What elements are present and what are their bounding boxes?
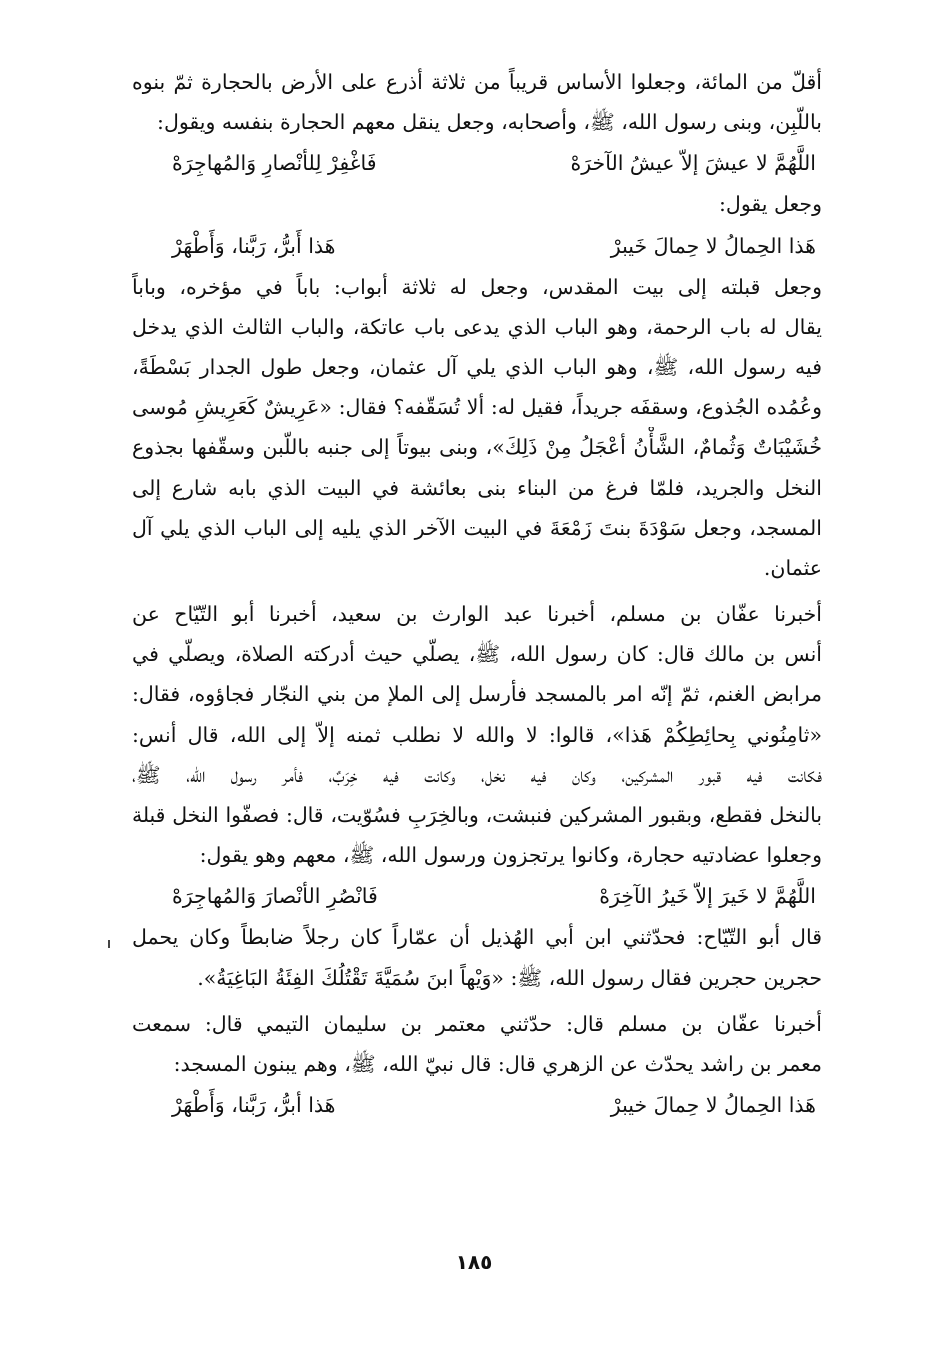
paragraph [132, 62, 822, 142]
verse-first-hemistich: اللَّهُمَّ لا خَيرَ إلاّ خَيرُ الآخِرَهْ [599, 884, 816, 909]
verse-first-hemistich: هَذا الحِمالُ لا حِمالَ خيبرْ [610, 1093, 816, 1118]
text-line: قال أبو التّيّاح: فحدّثني ابن أبي الهُذيل أن عمّاراً كان رجلاً ضابطاً وكان يحمل [132, 925, 822, 950]
verse-first-hemistich: اللَّهُمَّ لا عيشَ إلاّ عيشُ الآخرَهْ [570, 151, 816, 176]
text-line: أخبرنا عفّان بن مسلم، أخبرنا عبد الوارث بن سعيد، أخبرنا أبو التّيّاح عن [132, 602, 822, 627]
text-line: أنس بن مالك قال: كان رسول الله، ﷺ، يصلّي حيث أدركته الصلاة، ويصلّي في [132, 642, 822, 667]
text-line: وجعل يقول: [719, 192, 822, 217]
text-line: حجرين حجرين فقال رسول الله، ﷺ: «وَيْهاً ابنَ سُمَيَّةَ تَقْتُلُكَ الفِئَةُ البَاغِيَةُ». [197, 965, 822, 990]
text-line: عثمان. [763, 555, 822, 580]
page-number: ١٨٥ [455, 1250, 493, 1274]
text-line: مرابض الغنم، ثمّ إنّه امر بالمسجد فأرسل إلى الملإ من بني النجّار فجاؤوه، فقال: [132, 682, 822, 707]
text-line: وعُمُده الجُذوع، وسقفَه جريداً، فقيل له: ألا تُسَقّفه؟ فقال: «عَرِيشٌ كَعَرِيشِ مُوسى [132, 395, 822, 420]
poetry-verse [132, 225, 822, 267]
text-line: المسجد، وجعل سَوْدَةَ بنتَ زَمْعَةَ في البيت الآخر الذي يليه إلى الباب الذي يلي آل [132, 515, 822, 540]
text-line: بالنخل فقطع، وبقبور المشركين فنبشت، وبالخِرَبِ فسُوّيت، قال: فصفّوا النخل قبلة [132, 803, 822, 827]
text-line: باللّبِن، وبنى رسول الله، ﷺ، وأصحابه، وجعل ينقل معهم الحجارة بنفسه ويقول: [157, 110, 822, 135]
paragraph [132, 184, 822, 224]
poetry-verse [132, 875, 822, 917]
paragraph [132, 594, 822, 875]
scan-speck [108, 940, 110, 948]
page-body-text [132, 62, 822, 1126]
text-line: وجعلوا عضادتيه حجارة، وكانوا يرتجزون ورسول الله، ﷺ، معهم وهو يقول: [199, 843, 822, 868]
text-line: فيه رسول الله، ﷺ، وهو الباب الذي يلي آل عثمان، وجعل طول الجدار بَسْطَةً، [132, 354, 822, 379]
text-line: وجعل قبلته إلى بيت المقدس، وجعل له ثلاثة أبواب: باباً في مؤخره، وباباً [132, 274, 822, 299]
text-line: فكانت فيه قبور المشركين، وكان فيه نخل، وكانت فيه خِرَبٌ، فأمر رسول الله، ﷺ، [132, 762, 822, 787]
verse-first-hemistich: هَذا الحِمالُ لا حِمالَ خَيبرْ [610, 233, 816, 258]
text-line: يقال له باب الرحمة، وهو الباب الذي يدعى باب عاتكة، والباب الثالث الذي يدخل [132, 314, 822, 339]
text-line: معمر بن راشد يحدّث عن الزهري قال: قال نبيّ الله، ﷺ، وهم يبنون المسجد: [173, 1051, 822, 1076]
text-line: أخبرنا عفّان بن مسلم قال: حدّثني معتمر بن سليمان التيمي قال: سمعت [132, 1011, 822, 1036]
paragraph [132, 1004, 822, 1084]
text-line: «ثامِنُوني بِحائِطِكُمْ هَذا»، قالوا: لا والله لا نطلب ثمنه إلاّ إلى الله، قال أنس: [132, 722, 822, 747]
paragraph [132, 267, 822, 589]
paragraph [132, 917, 822, 997]
text-line: أقلّ من المائة، وجعلوا الأساس قريباً من ثلاثة أذرع على الأرض بالحجارة ثمّ بنوه [132, 70, 822, 94]
poetry-verse [132, 1084, 822, 1126]
verse-second-hemistich: هَذا أبرُّ، رَبَّنا، وَأَطْهَرْ [172, 1093, 336, 1118]
poetry-verse [132, 142, 822, 184]
verse-second-hemistich: فَانْصُرِ الأنْصارَ وَالمُهاجِرَهْ [172, 884, 378, 909]
verse-second-hemistich: فَاغْفِرْ لِلأنْصارِ وَالمُهاجِرَهْ [172, 151, 377, 176]
verse-second-hemistich: هَذا أَبرُّ، رَبَّنا، وَأَطْهَرْ [172, 233, 336, 258]
text-line: خُشَيْبَاتٌ وَثُمامٌ، الشَّأْنُ أعْجَلُ مِنْ ذَلِكَ»، وبنى بيوتاً إلى جنبه باللّبن وسقّفها بجذوع [132, 435, 822, 460]
text-line: النخل والجريد، فلمّا فرغ من البناء بنى بعائشة في البيت الذي بابه شارع إلى [132, 475, 822, 500]
